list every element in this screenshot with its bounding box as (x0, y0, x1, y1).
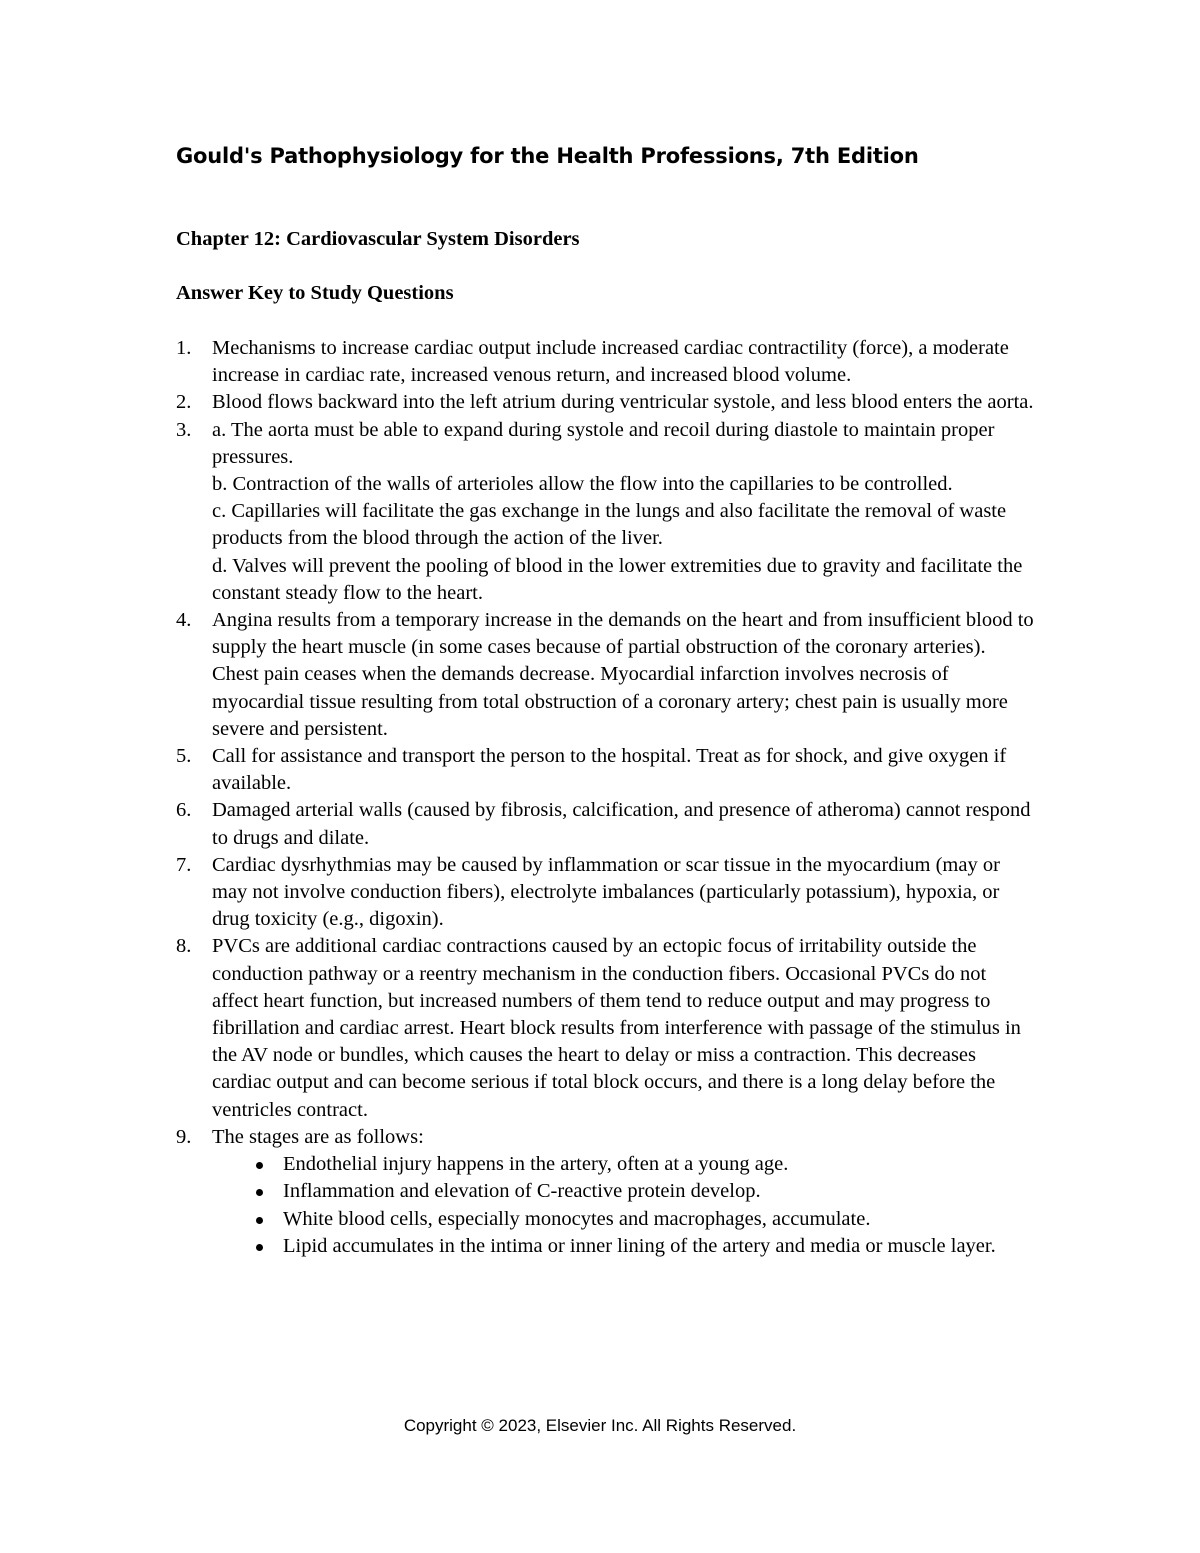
answer-item (176, 389, 1036, 416)
answer-text: Blood flows backward into the left atrium during ventricular systole, and less blood enters the aorta. (212, 391, 1034, 414)
stage-text: Endothelial injury happens in the artery, often at a young age. (283, 1153, 789, 1176)
stage-text: White blood cells, especially monocytes and macrophages, accumulate. (283, 1207, 871, 1230)
answer-list (176, 335, 1036, 1260)
stage-bullet-item (212, 1151, 1036, 1178)
answer-number: 7. (176, 853, 192, 876)
answer-number: 3. (176, 418, 192, 441)
answer-part-d: d. Valves will prevent the pooling of blood in the lower extremities due to gravity and facilitate the constant steady flow to the heart. (212, 554, 1023, 604)
answer-number: 9. (176, 1125, 192, 1148)
answer-item (176, 417, 1036, 607)
answer-text: PVCs are additional cardiac contractions caused by an ectopic focus of irritability outside the conduction pathway or a reentry mechanism in the conduction fibers. Occasional PVCs do not affect heart function, but increased numbers of them tend to reduce output and may progress to fibrillation and cardiac arrest. Heart block results from interference with passage of the stimulus in the AV node or bundles, which causes the heart to delay or miss a contraction. This decreases cardiac output and can become serious if total block occurs, and there is a long delay before the ventricles contract. (212, 935, 1021, 1121)
stage-text: Inflammation and elevation of C-reactive protein develop. (283, 1180, 761, 1203)
stage-bullet-list (212, 1151, 1036, 1260)
answer-part-c: c. Capillaries will facilitate the gas exchange in the lungs and also facilitate the removal of waste products from the blood through the action of the liver. (212, 500, 1007, 550)
answer-part-a: a. The aorta must be able to expand during systole and recoil during diastole to maintain proper pressures. (212, 418, 995, 468)
bullet-icon (256, 1217, 263, 1224)
bullet-icon (256, 1244, 263, 1251)
answer-item (176, 607, 1036, 743)
answer-item (176, 797, 1036, 851)
section-heading: Answer Key to Study Questions (176, 282, 454, 304)
answer-number: 1. (176, 337, 192, 359)
answer-item (176, 743, 1036, 797)
book-title: Gould's Pathophysiology for the Health Professions, 7th Edition (176, 144, 919, 168)
answer-text: Angina results from a temporary increase in the demands on the heart and from insufficient blood to supply the heart muscle (in some cases because of partial obstruction of the coronary arteries). Chest pain ceases when the demands decrease. Myocardial infarction involves necrosis of myocardial tissue resulting from total obstruction of a coronary artery; chest pain is usually more severe and persistent. (212, 609, 1034, 740)
bullet-icon (256, 1189, 263, 1196)
answer-text: Mechanisms to increase cardiac output include increased cardiac contractility (force), a moderate increase in cardiac rate, increased venous return, and increased blood volume. (212, 337, 1009, 387)
answer-text: Call for assistance and transport the person to the hospital. Treat as for shock, and give oxygen if available. (212, 745, 1007, 795)
answer-item (176, 1124, 1036, 1260)
answer-text: Cardiac dysrhythmias may be caused by inflammation or scar tissue in the myocardium (may or may not involve conduction fibers), electrolyte imbalances (particularly potassium), hypoxia, or drug toxicity (e.g., digoxin). (212, 853, 1000, 931)
answer-part-b: b. Contraction of the walls of arterioles allow the flow into the capillaries to be controlled. (212, 473, 953, 496)
answer-number: 4. (176, 609, 192, 632)
answer-number: 6. (176, 799, 192, 822)
answer-item (176, 335, 1036, 389)
stage-bullet-item (212, 1233, 1036, 1260)
answer-number: 5. (176, 745, 192, 768)
answer-number: 2. (176, 391, 192, 414)
answer-item (176, 933, 1036, 1123)
bullet-icon (256, 1162, 263, 1169)
stage-bullet-item (212, 1178, 1036, 1205)
stage-bullet-item (212, 1206, 1036, 1233)
stage-text: Lipid accumulates in the intima or inner lining of the artery and media or muscle layer. (283, 1234, 996, 1257)
answer-number: 8. (176, 935, 192, 958)
copyright-footer: Copyright © 2023, Elsevier Inc. All Rights Reserved. (403, 1416, 797, 1435)
answer-text: The stages are as follows: (212, 1125, 424, 1148)
chapter-heading: Chapter 12: Cardiovascular System Disorders (176, 228, 580, 250)
answer-item (176, 852, 1036, 934)
answer-text: Damaged arterial walls (caused by fibrosis, calcification, and presence of atheroma) cannot respond to drugs and dilate. (212, 799, 1031, 849)
